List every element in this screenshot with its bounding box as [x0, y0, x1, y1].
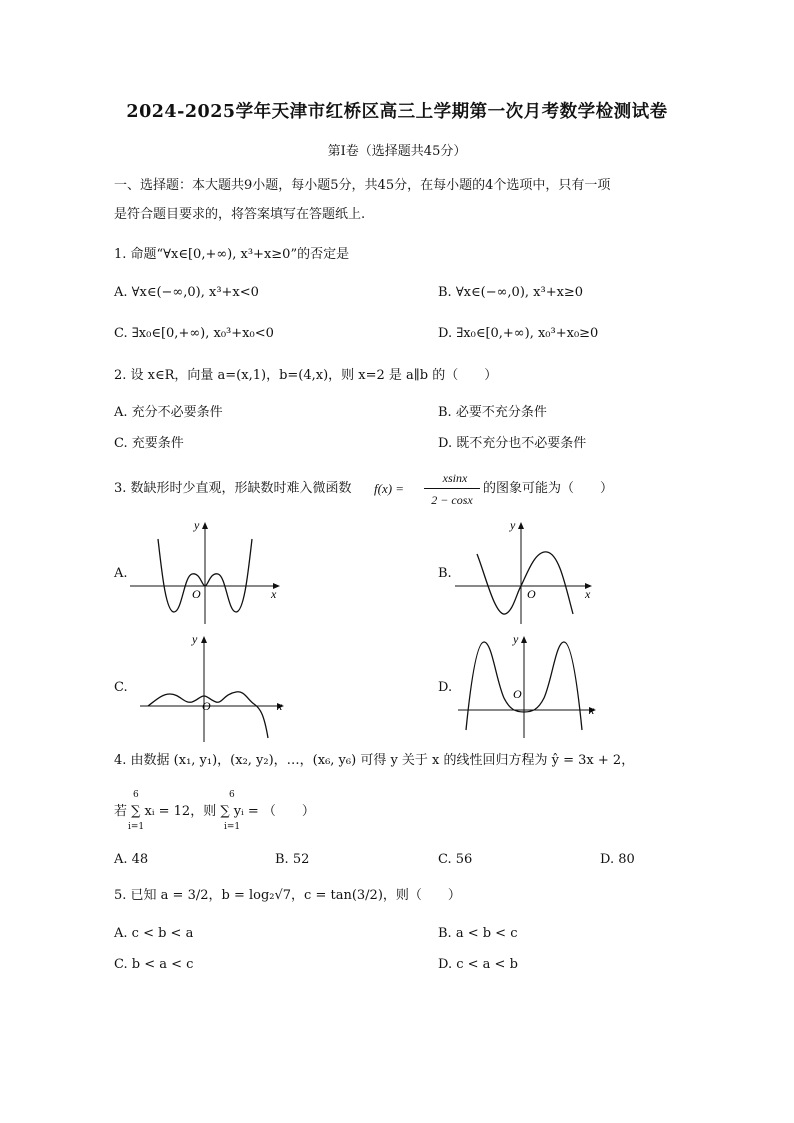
q3-fraction-denominator: 2 − cosx	[431, 493, 473, 507]
q4-sum1-lower: i=1	[128, 822, 145, 832]
page-title: 2024-2025学年天津市红桥区高三上学期第一次月考数学检测试卷	[126, 102, 668, 122]
q1-option-b: B. ∀x∈(−∞,0), x³+x≥0	[438, 285, 584, 300]
q3-graph-b	[455, 514, 605, 624]
section-intro-line1: 一、选择题：本大题共9小题，每小题5分，共45分，在每小题的4个选项中，只有一项	[114, 178, 611, 193]
origin-label: O	[202, 699, 211, 713]
y-axis-label: y	[192, 632, 198, 646]
page-subtitle: 第Ⅰ卷（选择题共45分）	[327, 144, 467, 159]
q3-fraction-bar	[424, 488, 480, 489]
q1-option-c: C. ∃x₀∈[0,+∞), x₀³+x₀<0	[114, 326, 274, 341]
origin-label: O	[192, 587, 201, 601]
q3-graph-c	[140, 630, 290, 745]
curve-b	[477, 552, 573, 614]
q5-stem: 5. 已知 a = 3/2，b = log₂√7，c = tan(3/2)，则（ ）	[114, 888, 461, 903]
q2-option-b: B. 必要不充分条件	[438, 405, 547, 420]
q1-option-d: D. ∃x₀∈[0,+∞), x₀³+x₀≥0	[438, 326, 599, 341]
q3-option-a-label: A.	[114, 566, 128, 581]
q3-stem-after: 的图象可能为（ ）	[483, 481, 614, 496]
y-axis-arrow-icon	[521, 636, 527, 643]
q3-stem-before: 3. 数缺形时少直观，形缺数时难入微函数	[114, 481, 352, 496]
x-axis-label: x	[589, 703, 595, 717]
q4-stem: 4. 由数据 (x₁, y₁)，(x₂, y₂)，…，(x₆, y₆) 可得 y 关于 x 的线性回归方程为 ŷ = 3x + 2，	[114, 753, 635, 768]
q4-sum1-upper: 6	[133, 790, 139, 800]
y-axis-arrow-icon	[518, 522, 524, 529]
origin-label: O	[513, 687, 522, 701]
y-axis-arrow-icon	[201, 636, 207, 643]
y-axis-label: y	[510, 518, 516, 532]
q4-sum2-upper: 6	[229, 790, 235, 800]
x-axis-label: x	[271, 587, 277, 601]
q3-option-d-label: D.	[438, 680, 453, 695]
x-axis-label: x	[277, 699, 283, 713]
q2-option-c: C. 充要条件	[114, 436, 184, 451]
q4-sum2-lower: i=1	[224, 822, 241, 832]
q2-option-a: A. 充分不必要条件	[114, 405, 223, 420]
q1-option-a: A. ∀x∈(−∞,0), x³+x<0	[114, 285, 259, 300]
q4-stem-condition: 若 ∑ xᵢ = 12，则 ∑ yᵢ = （ ）	[114, 804, 315, 819]
q5-option-b: B. a < b < c	[438, 926, 518, 941]
q5-option-d: D. c < a < b	[438, 957, 518, 972]
section-intro-line2: 是符合题目要求的，将答案填写在答题纸上.	[114, 207, 366, 222]
q1-stem: 1. 命题“∀x∈[0,+∞), x³+x≥0”的否定是	[114, 247, 350, 262]
q3-graph-d	[458, 630, 608, 740]
q4-option-a: A. 48	[114, 852, 149, 867]
q3-option-b-label: B.	[438, 566, 452, 581]
x-axis-label: x	[585, 587, 591, 601]
q4-option-d: D. 80	[600, 852, 635, 867]
y-axis-label: y	[513, 632, 519, 646]
q3-graph-a	[130, 514, 290, 624]
y-axis-label: y	[194, 518, 200, 532]
q4-option-c: C. 56	[438, 852, 473, 867]
q5-option-a: A. c < b < a	[114, 926, 194, 941]
q3-option-c-label: C.	[114, 680, 128, 695]
origin-label: O	[527, 587, 536, 601]
q4-option-b: B. 52	[275, 852, 310, 867]
q3-fraction-numerator: xsinx	[442, 471, 468, 485]
q2-stem: 2. 设 x∈R，向量 a=(x,1)，b=(4,x)，则 x=2 是 a∥b 的（ ）	[114, 368, 498, 383]
y-axis-arrow-icon	[202, 522, 208, 529]
q5-option-c: C. b < a < c	[114, 957, 194, 972]
q2-option-d: D. 既不充分也不必要条件	[438, 436, 587, 451]
q3-func: f(x) =	[374, 481, 405, 496]
